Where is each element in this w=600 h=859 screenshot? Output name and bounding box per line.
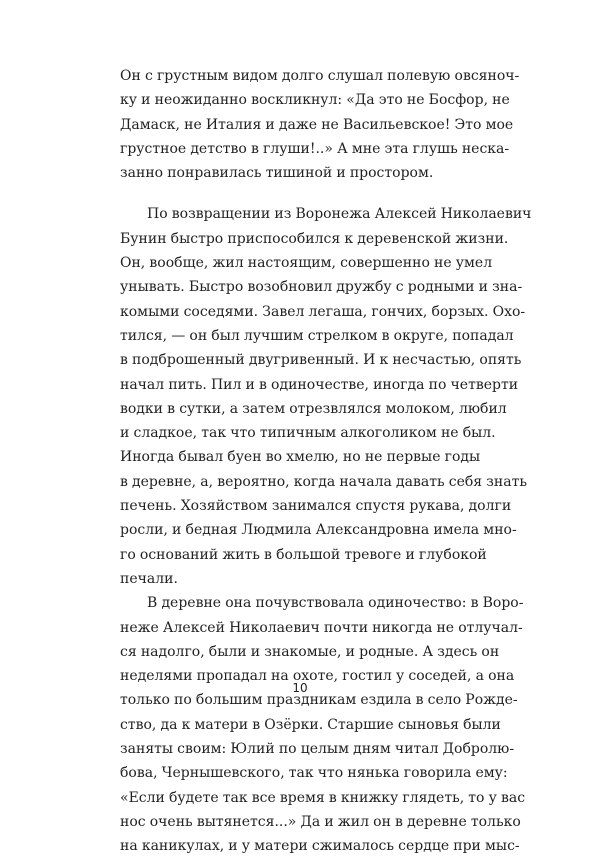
text-line: росли, и бедная Людмила Александровна имела мно- [120,522,517,539]
text-line: бова, Чернышевского, так что нянька говорила ему: [120,765,508,782]
text-line: го оснований жить в большой тревоге и глубокой [120,546,487,563]
text-line: только по большим праздникам ездила в село Рожде- [120,692,518,709]
text-line: По возвращении из Воронежа Алексей Николаевич [147,206,532,223]
text-line: «Если будете так все время в книжку глядеть, то у вас [120,789,526,806]
text-line: нос очень вытянется...» Да и жил он в деревне только [120,813,521,830]
text-line: неже Алексей Николаевич почти никогда не отлучал- [120,619,523,636]
text-line: ся надолго, были и знакомые, и родные. А здесь он [120,643,500,660]
text-line: в деревне, а, вероятно, когда начала давать себя знать [120,473,527,490]
text-line: грустное детство в глуши!..» А мне эта глушь неска- [120,140,510,157]
text-line: на каникулах, и у матери сжималось сердце при мыс- [120,838,520,855]
body-text [120,64,532,859]
text-line: и сладкое, так что типичным алкоголиком не был. [120,425,496,442]
paragraph-2 [120,202,532,591]
text-line: Иногда бывал буен во хмелю, но не первые годы [120,449,481,466]
page-number: 10 [292,681,308,695]
text-line: ство, да к матери в Озёрки. Старшие сыновья были [120,716,501,733]
text-line: печень. Хозяйством занимался спустя рукава, долги [120,498,512,515]
paragraph-1 [120,64,520,185]
text-line: начал пить. Пил и в одиночестве, иногда по четверти [120,376,519,393]
text-line: печали. [120,570,178,587]
text-line: водки в сутки, а затем отрезвлялся молоком, любил [120,400,507,417]
text-line: занно понравилась тишиной и простором. [120,165,434,182]
text-line: заняты своим: Юлий по целым дням читал Добролю- [120,741,515,758]
text-line: неделями пропадал на охоте, гостил у соседей, а она [120,668,515,685]
text-line: Бунин быстро приспособился к деревенской жизни. [120,230,509,247]
paragraph-spacer [120,185,480,202]
paragraph-3 [120,591,526,858]
text-line: тился, — он был лучшим стрелком в округе, попадал [120,327,514,344]
text-line: Он с грустным видом долго слушал полевую овсяноч- [120,68,520,84]
text-line: комыми соседями. Завел легаша, гончих, борзых. Охо- [120,303,526,320]
text-line: Он, вообще, жил настоящим, совершенно не умел [120,255,493,272]
text-line: Дамаск, не Италия и даже не Васильевское! Это мое [120,116,514,133]
text-line: унывать. Быстро возобновил дружбу с родными и зна- [120,279,523,296]
text-line: в подброшенный двугривенный. И к несчастью, опять [120,352,522,369]
text-line: ку и неожиданно воскликнул: «Да это не Босфор, не [120,92,510,109]
text-line: В деревне она почувствовала одиночество: в Воро- [147,595,524,612]
